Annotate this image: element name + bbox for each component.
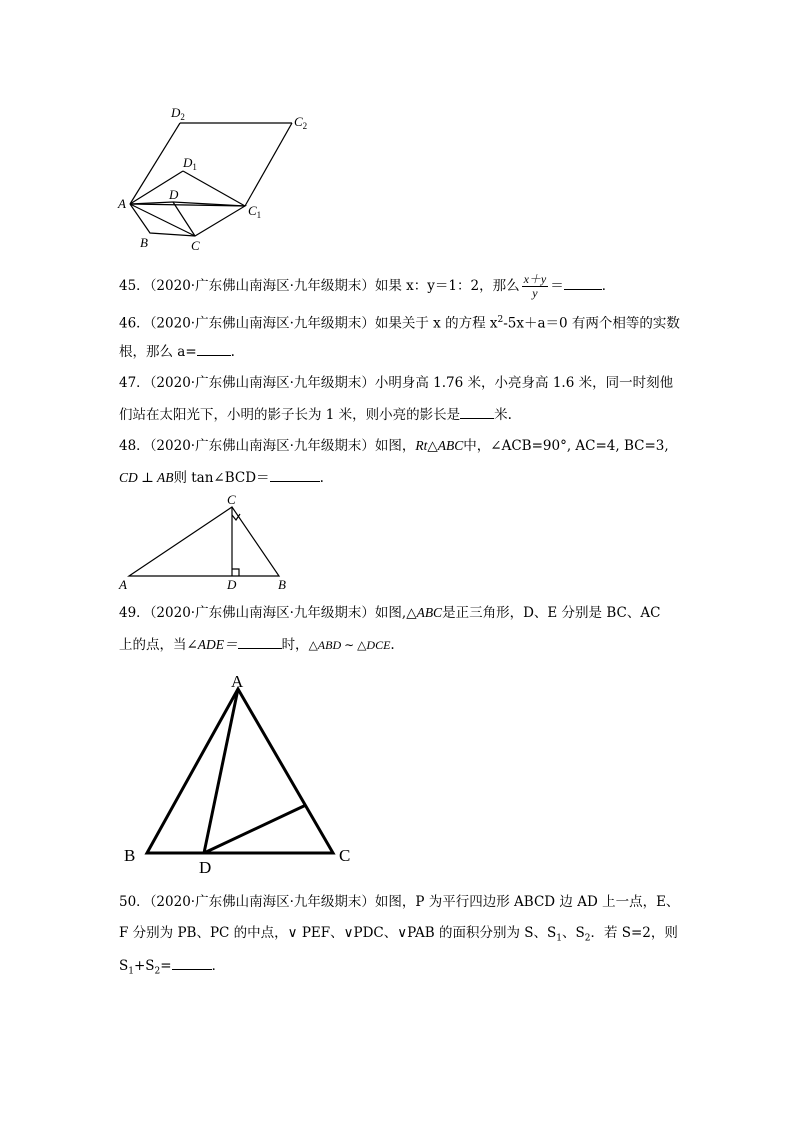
question-48: 48．（2020·广东佛山南海区·九年级期末）如图，Rt△ABC中，∠ACB=90°, AC=4, BC=3,: [119, 438, 669, 454]
label-B: B: [140, 235, 148, 250]
label-C: C: [191, 238, 200, 253]
label-B: B: [124, 846, 136, 865]
question-number: 45．: [119, 278, 150, 294]
question-50: 50．（2020·广东佛山南海区·九年级期末）如图，P 为平行四边形 ABCD 边 AD 上一点，E、: [119, 894, 680, 910]
answer-blank[interactable]: [564, 275, 602, 290]
question-49-line2: 上的点，当∠ADE＝ 时，△ABD ∼ △DCE.: [119, 634, 395, 655]
answer-blank[interactable]: [172, 955, 212, 970]
figure-parallelograms: [110, 95, 330, 260]
figure-right-triangle: [115, 493, 305, 593]
question-47: 47．（2020·广东佛山南海区·九年级期末）小明身高 1.76 米，小亮身高 1.6 米，同一时刻他: [119, 375, 674, 391]
label-C: C: [339, 846, 351, 865]
question-45: 45．（2020·广东佛山南海区·九年级期末）如果 x：y＝1：2，那么 $\frac{x+y}{y}$ ＝ ．: [119, 272, 616, 300]
question-48-line2: CD ⊥ AB则 tan∠BCD＝ .: [119, 467, 324, 488]
label-C1: $C_1$: [248, 203, 262, 220]
label-D2: $D_2$: [171, 105, 185, 122]
label-A: A: [118, 196, 126, 211]
label-D: D: [227, 577, 237, 592]
question-46-line2: 根，那么 a= .: [119, 341, 235, 362]
answer-blank[interactable]: [460, 404, 494, 419]
label-C: C: [227, 493, 236, 507]
label-D1: $D_1$: [183, 155, 197, 172]
question-47-line2: 们站在太阳光下，小明的影子长为 1 米，则小亮的影长是 米.: [119, 404, 512, 425]
fraction: $\frac{x+y}{y}$: [523, 272, 547, 300]
question-50-line3: $S_1+S_2=$ ．: [119, 955, 225, 982]
answer-blank[interactable]: [270, 467, 320, 482]
answer-blank[interactable]: [197, 341, 231, 356]
figure-equilateral-triangle: [115, 665, 365, 880]
answer-blank[interactable]: [238, 634, 282, 649]
label-A: A: [231, 672, 244, 691]
label-B: B: [278, 577, 286, 592]
label-D: D: [199, 858, 212, 877]
question-46: 46．（2020·广东佛山南海区·九年级期末）如果关于 x 的方程 $x^2-5x+a=0$ 有两个相等的实数: [119, 315, 680, 332]
label-A: A: [119, 577, 127, 592]
question-49: 49．（2020·广东佛山南海区·九年级期末）如图,△ABC是正三角形，D、E 分别是 BC、AC: [119, 605, 661, 621]
label-C2: $C_2$: [294, 114, 308, 131]
question-50-line2: F 分别为 PB、PC 的中点，∨ PEF、∨PDC、∨PAB 的面积分别为 S、$S_1$、$S_2$．若 S=2，则: [119, 925, 678, 944]
label-D: D: [169, 187, 179, 202]
question-source: （2020·广东佛山南海区·九年级期末）: [149, 278, 375, 294]
